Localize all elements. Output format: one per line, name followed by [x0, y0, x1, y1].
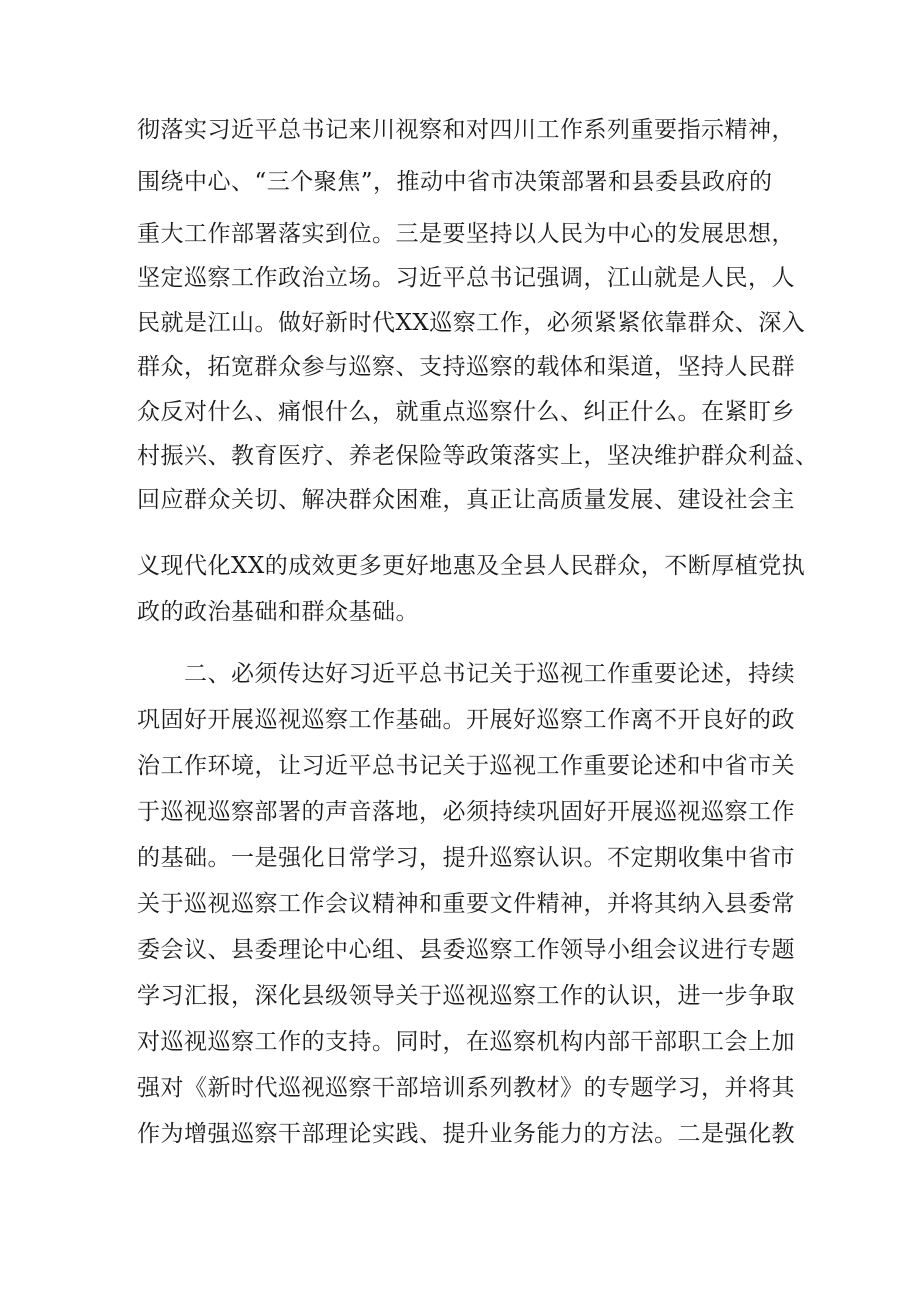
text-line: 于巡视巡察部署的声音落地，必须持续巩固好开展巡视巡察工作: [137, 799, 795, 825]
text-line: 坚定巡察工作政治立场。习近平总书记强调，江山就是人民，人: [137, 265, 795, 291]
text-line: 二、必须传达好习近平总书记关于巡视工作重要论述，持续: [184, 661, 795, 687]
text-line: 学习汇报，深化县级领导关于巡视巡察工作的认识，进一步争取: [137, 983, 795, 1009]
text-line: 作为增强巡察干部理论实践、提升业务能力的方法。二是强化教: [137, 1121, 795, 1147]
text-line: 强对《新时代巡视巡察干部培训系列教材》的专题学习，并将其: [137, 1075, 795, 1101]
text-line: 义现代化XX的成效更多更好地惠及全县人民群众，不断厚植党执: [137, 553, 806, 579]
text-line: 的基础。一是强化日常学习，提升巡察认识。不定期收集中省市: [137, 845, 795, 871]
text-line: 关于巡视巡察工作会议精神和重要文件精神，并将其纳入县委常: [137, 891, 795, 917]
text-line: 重大工作部署落实到位。三是要坚持以人民为中心的发展思想，: [137, 221, 795, 247]
text-line: 民就是江山。做好新时代XX巡察工作，必须紧紧依靠群众、深入: [137, 310, 806, 336]
text-line: 众反对什么、痛恨什么，就重点巡察什么、纠正什么。在紧盯乡: [137, 399, 795, 425]
text-line: 群众，拓宽群众参与巡察、支持巡察的载体和渠道，坚持人民群: [137, 354, 795, 380]
text-line: 回应群众关切、解决群众困难，真正让高质量发展、建设社会主: [137, 487, 795, 513]
text-line: 彻落实习近平总书记来川视察和对四川工作系列重要指示精神，: [137, 117, 795, 143]
text-line: 对巡视巡察工作的支持。同时，在巡察机构内部干部职工会上加: [137, 1029, 795, 1055]
text-line: 村振兴、教育医疗、养老保险等政策落实上，坚决维护群众利益、: [137, 443, 819, 469]
text-line: 政的政治基础和群众基础。: [137, 599, 419, 625]
text-line: 委会议、县委理论中心组、县委巡察工作领导小组会议进行专题: [137, 937, 795, 963]
text-line: 治工作环境，让习近平总书记关于巡视工作重要论述和中省市关: [137, 753, 795, 779]
text-line: 巩固好开展巡视巡察工作基础。开展好巡察工作离不开良好的政: [137, 707, 795, 733]
text-line: 围绕中心、“三个聚焦”，推动中省市决策部署和县委县政府的: [137, 169, 773, 195]
